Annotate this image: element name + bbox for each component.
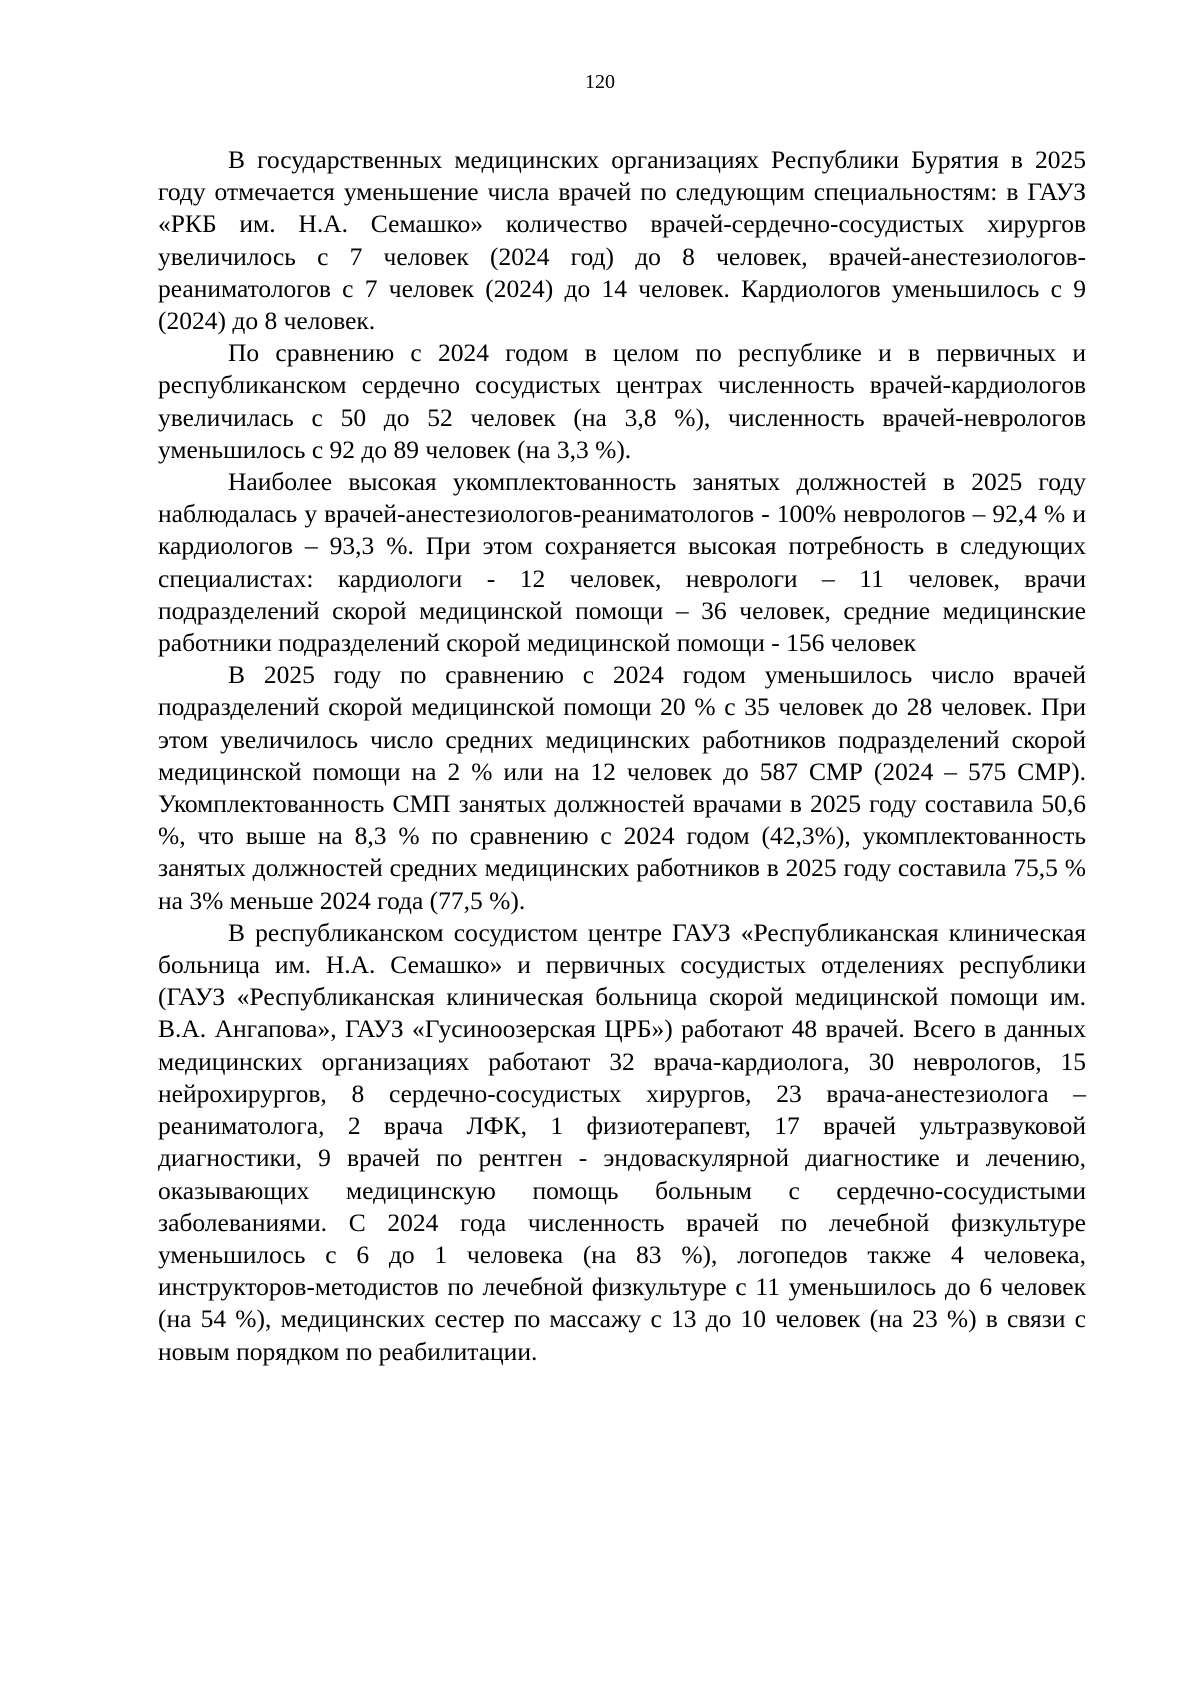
body-text [158, 144, 1086, 1368]
paragraph: Наиболее высокая укомплектованность занятых должностей в 2025 году наблюдалась у врачей-анестезиологов-реаниматологов - 100% неврологов – 92,4 % и кардиологов – 93,3 %. При этом сохраняется высокая потребность в следующих специалистах: кардиологи - 12 человек, неврологи – 11 человек, врачи подразделений скорой медицинской помощи – 36 человек, средние медицинские работники подразделений скорой медицинской помощи - 156 человек [158, 467, 1086, 658]
paragraph: В государственных медицинских организациях Республики Бурятия в 2025 году отмечается уменьшение числа врачей по следующим специальностям: в ГАУЗ «РКБ им. Н.А. Семашко» количество врачей-сердечно-сосудистых хирургов увеличилось с 7 человек (2024 год) до 8 человек, врачей-анестезиологов-реаниматологов с 7 человек (2024) до 14 человек. Кардиологов уменьшилось с 9 (2024) до 8 человек. [158, 145, 1086, 336]
paragraph: В 2025 году по сравнению с 2024 годом уменьшилось число врачей подразделений скорой медицинской помощи 20 % с 35 человек до 28 человек. При этом увеличилось число средних медицинских работников подразделений скорой медицинской помощи на 2 % или на 12 человек до 587 СМР (2024 – 575 СМР). Укомплектованность СМП занятых должностей врачами в 2025 году составила 50,6 %, что выше на 8,3 % по сравнению с 2024 годом (42,3%), укомплектованность занятых должностей средних медицинских работников в 2025 году составила 75,5 % на 3% меньше 2024 года (77,5 %). [158, 660, 1086, 915]
paragraph: По сравнению с 2024 годом в целом по республике и в первичных и республиканском сердечно сосудистых центрах численность врачей-кардиологов увеличилась с 50 до 52 человек (на 3,8 %), численность врачей-неврологов уменьшилось с 92 до 89 человек (на 3,3 %). [158, 338, 1086, 464]
paragraph: В республиканском сосудистом центре ГАУЗ «Республиканская клиническая больница им. Н.А. Семашко» и первичных сосудистых отделениях республики (ГАУЗ «Республиканская клиническая больница скорой медицинской помощи им. В.А. Ангапова», ГАУЗ «Гусиноозерская ЦРБ») работают 48 врачей. Всего в данных медицинских организациях работают 32 врача-кардиолога, 30 неврологов, 15 нейрохирургов, 8 сердечно-сосудистых хирургов, 23 врача-анестезиолога – реаниматолога, 2 врача ЛФК, 1 физиотерапевт, 17 врачей ультразвуковой диагностики, 9 врачей по рентген - эндоваскулярной диагностике и лечению, оказывающих медицинскую помощь больным с сердечно-сосудистыми заболеваниями. С 2024 года численность врачей по лечебной физкультуре уменьшилось с 6 до 1 человека (на 83 %), логопедов также 4 человека, инструкторов-методистов по лечебной физкультуре с 11 уменьшилось до 6 человек (на 54 %), медицинских сестер по массажу с 13 до 10 человек (на 23 %) в связи с новым порядком по реабилитации. [158, 917, 1086, 1366]
page-number: 120 [585, 71, 615, 93]
